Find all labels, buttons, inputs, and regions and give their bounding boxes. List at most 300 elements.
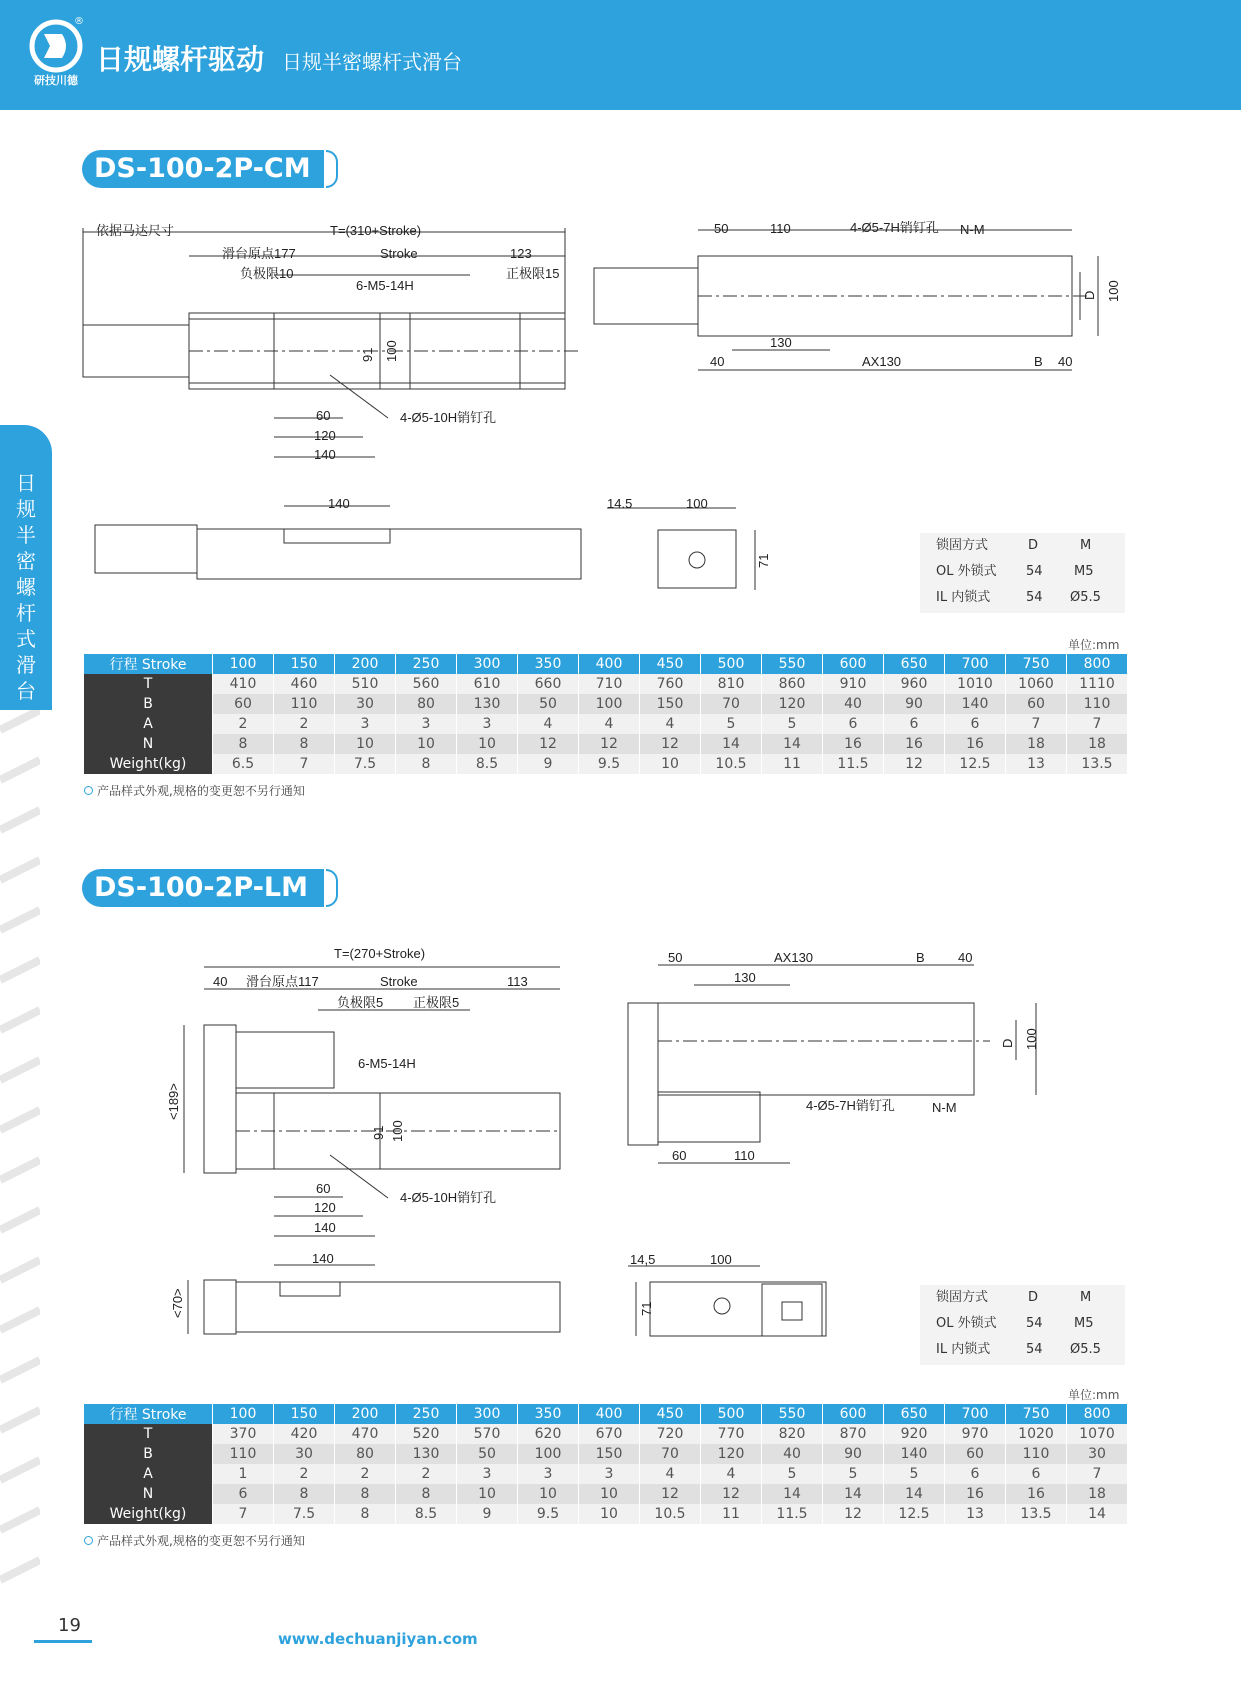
table-row (84, 1484, 1128, 1504)
dim-pin: 4-Ø5-10H销钉孔 (400, 410, 497, 425)
table-cell: 40 (762, 1444, 823, 1464)
table-cell: 16 (945, 734, 1006, 754)
table-cell: 970 (945, 1424, 1006, 1444)
table-cell: 9 (518, 754, 579, 774)
table-cell: 140 (884, 1444, 945, 1464)
table-cell: 7 (213, 1504, 274, 1524)
table-cell: 5 (762, 714, 823, 734)
table-cell: 6 (823, 714, 884, 734)
dim-pos-limit: 正极限15 (506, 266, 560, 281)
table-cell: 12 (701, 1484, 762, 1504)
lock-cell: 54 (1026, 590, 1043, 605)
dim-side-140: 140 (328, 496, 350, 511)
lock-row (920, 1311, 1125, 1337)
table-row-label: N (84, 734, 213, 754)
table-cell: 10.5 (701, 754, 762, 774)
dim-top-40a: 40 (710, 354, 725, 369)
dim-40: 40 (213, 974, 228, 989)
table-cell: 120 (701, 1444, 762, 1464)
table-cell: 4 (640, 1464, 701, 1484)
dim-h100: 100 (384, 340, 399, 362)
footer-website-link[interactable]: www.dechuanjiyan.com (278, 1630, 478, 1648)
lock-cell: IL 内锁式 (936, 1342, 991, 1357)
table-cell: 1070 (1067, 1424, 1128, 1444)
unit-label: 单位:mm (1068, 638, 1120, 652)
table-cell: 5 (762, 1464, 823, 1484)
table-cell: 11 (762, 754, 823, 774)
table-header-cell: 700 (945, 1404, 1006, 1424)
dim-stroke: Stroke (380, 974, 418, 989)
table-header-cell: 150 (274, 654, 335, 674)
table-cell: 30 (1067, 1444, 1128, 1464)
table-cell: 560 (396, 674, 457, 694)
table-cell: 16 (823, 734, 884, 754)
table-header-cell: 550 (762, 654, 823, 674)
table-header-cell: 600 (823, 1404, 884, 1424)
table-header-cell: 350 (518, 1404, 579, 1424)
table-cell: 960 (884, 674, 945, 694)
table-cell: 9 (457, 1504, 518, 1524)
lm-front-view (166, 946, 560, 1236)
table-cell: 670 (579, 1424, 640, 1444)
dim-top-pin: 4-Ø5-7H销钉孔 (806, 1098, 895, 1113)
table-cell: 110 (274, 694, 335, 714)
dim-side-140: 140 (312, 1251, 334, 1266)
lock-header-row (920, 1285, 1125, 1311)
dim-h70: <70> (170, 1288, 185, 1318)
table-cell: 6 (213, 1484, 274, 1504)
table-cell: 570 (457, 1424, 518, 1444)
lock-cell: 54 (1026, 1342, 1043, 1357)
table-header-cell: 300 (457, 654, 518, 674)
dim-screw: 6-M5-14H (358, 1056, 416, 1071)
table-cell: 1 (213, 1464, 274, 1484)
dim-top-d: D (1082, 290, 1097, 300)
table-header-cell: 750 (1006, 1404, 1067, 1424)
table-cell: 4 (518, 714, 579, 734)
table-cell: 16 (1006, 1484, 1067, 1504)
table-cell: 460 (274, 674, 335, 694)
table-header-cell: 250 (396, 1404, 457, 1424)
table-cell: 7.5 (335, 754, 396, 774)
table-cell: 90 (823, 1444, 884, 1464)
table-cell: 11 (701, 1504, 762, 1524)
model-name: DS-100-2P-LM (94, 872, 309, 903)
dim-end-100: 100 (686, 496, 708, 511)
table-cell: 8 (396, 754, 457, 774)
table-cell: 8 (274, 1484, 335, 1504)
table-header-cell: 200 (335, 1404, 396, 1424)
table-header-cell: 200 (335, 654, 396, 674)
table-cell: 12 (823, 1504, 884, 1524)
cm-end-view (607, 496, 771, 590)
table-cell: 5 (701, 714, 762, 734)
table-cell: 1060 (1006, 674, 1067, 694)
table-cell: 12.5 (884, 1504, 945, 1524)
table-header-cell: 750 (1006, 654, 1067, 674)
lock-header-d: D (1028, 538, 1039, 553)
table-cell: 5 (884, 1464, 945, 1484)
table-cell: 4 (701, 1464, 762, 1484)
table-cell: 8 (274, 734, 335, 754)
table-cell: 16 (884, 734, 945, 754)
table-header-cell: 300 (457, 1404, 518, 1424)
table-header-label: 行程 Stroke (84, 654, 213, 674)
table-row-label: A (84, 714, 213, 734)
dim-pos-limit: 正极限5 (413, 995, 460, 1010)
table-cell: 18 (1006, 734, 1067, 754)
table-cell: 130 (457, 694, 518, 714)
table-cell: 14 (762, 1484, 823, 1504)
lock-header-method: 锁固方式 (936, 538, 989, 553)
table-row-label: T (84, 674, 213, 694)
lm-side-view (170, 1251, 560, 1334)
table-cell: 710 (579, 674, 640, 694)
dim-total: T=(270+Stroke) (334, 946, 426, 961)
table-cell: 2 (213, 714, 274, 734)
table-cell: 60 (945, 1444, 1006, 1464)
table-cell: 110 (1006, 1444, 1067, 1464)
lock-header-m: M (1080, 1290, 1092, 1305)
side-category-label: 日规半密螺杆式滑台 (16, 471, 36, 703)
dim-top-b: B (1034, 354, 1043, 369)
table-cell: 13 (945, 1504, 1006, 1524)
dim-end-71: 71 (639, 1301, 654, 1316)
table-cell: 620 (518, 1424, 579, 1444)
dim-origin: 滑台原点177 (222, 246, 296, 261)
table-row-label: A (84, 1464, 213, 1484)
table-cell: 110 (1067, 694, 1128, 714)
table-cell: 8 (213, 734, 274, 754)
dim-top-pin: 4-Ø5-7H销钉孔 (850, 220, 939, 235)
table-row (84, 714, 1128, 734)
table-header-cell: 400 (579, 1404, 640, 1424)
table-cell: 770 (701, 1424, 762, 1444)
table-cell: 6 (945, 714, 1006, 734)
table-cell: 5 (823, 1464, 884, 1484)
table-cell: 6.5 (213, 754, 274, 774)
table-row (84, 734, 1128, 754)
table-cell: 12.5 (945, 754, 1006, 774)
table-row-label: N (84, 1484, 213, 1504)
lock-row (920, 1337, 1125, 1363)
table-cell: 140 (945, 694, 1006, 714)
spec-table-body (84, 654, 1128, 774)
table-cell: 520 (396, 1424, 457, 1444)
dim-120: 120 (314, 1200, 336, 1215)
lock-cell: OL 外锁式 (936, 564, 997, 579)
page-subtitle: 日规半密螺杆式滑台 (282, 50, 462, 74)
table-cell: 11.5 (823, 754, 884, 774)
table-cell: 8.5 (457, 754, 518, 774)
table-header-cell: 450 (640, 1404, 701, 1424)
dim-pin: 4-Ø5-10H销钉孔 (400, 1190, 497, 1205)
dim-end-14-5: 14,5 (630, 1252, 656, 1267)
dim-total: T=(310+Stroke) (330, 223, 422, 238)
lock-row (920, 559, 1125, 585)
table-cell: 12 (640, 1484, 701, 1504)
table-cell: 1110 (1067, 674, 1128, 694)
table-row (84, 694, 1128, 714)
table-cell: 720 (640, 1424, 701, 1444)
table-cell: 7 (1067, 714, 1128, 734)
table-header-cell: 450 (640, 654, 701, 674)
lock-cell: 54 (1026, 1316, 1043, 1331)
table-header-cell: 700 (945, 654, 1006, 674)
dim-top-nm: N-M (932, 1100, 957, 1115)
dim-top-100: 100 (1024, 1028, 1039, 1050)
dim-top-110: 110 (734, 1148, 755, 1163)
table-cell: 10 (457, 1484, 518, 1504)
dim-120: 120 (314, 428, 336, 443)
dim-top-50: 50 (668, 950, 683, 965)
table-cell: 14 (762, 734, 823, 754)
dim-end-71: 71 (756, 553, 771, 568)
table-cell: 100 (518, 1444, 579, 1464)
table-cell: 660 (518, 674, 579, 694)
table-cell: 7 (1067, 1464, 1128, 1484)
dim-end-14-5: 14.5 (607, 496, 633, 511)
table-cell: 2 (396, 1464, 457, 1484)
table-row (84, 1444, 1128, 1464)
table-cell: 9.5 (518, 1504, 579, 1524)
table-cell: 150 (579, 1444, 640, 1464)
table-cell: 8 (396, 1484, 457, 1504)
lock-table-cm (920, 533, 1125, 613)
dim-140: 140 (314, 447, 336, 462)
table-cell: 12 (884, 754, 945, 774)
table-row-label: B (84, 1444, 213, 1464)
table-cell: 50 (457, 1444, 518, 1464)
table-cell: 470 (335, 1424, 396, 1444)
table-header-cell: 150 (274, 1404, 335, 1424)
logo-text: 研技川德 (34, 74, 78, 87)
table-cell: 920 (884, 1424, 945, 1444)
table-cell: 870 (823, 1424, 884, 1444)
table-cell: 10 (518, 1484, 579, 1504)
table-header-cell: 100 (213, 654, 274, 674)
table-header-row (84, 1404, 1128, 1424)
lock-cell: M5 (1074, 1316, 1094, 1331)
table-header-cell: 600 (823, 654, 884, 674)
dim-h100: 100 (390, 1120, 405, 1142)
table-cell: 12 (579, 734, 640, 754)
dim-stroke: Stroke (380, 246, 418, 261)
table-cell: 8 (335, 1504, 396, 1524)
table-cell: 7 (274, 754, 335, 774)
table-cell: 3 (457, 714, 518, 734)
table-cell: 820 (762, 1424, 823, 1444)
dim-top-60: 60 (672, 1148, 687, 1163)
disclaimer-note: 产品样式外观,规格的变更恕不另行通知 (84, 782, 305, 799)
table-cell: 110 (213, 1444, 274, 1464)
lock-cell: M5 (1074, 564, 1094, 579)
spec-table-cm (84, 654, 1128, 774)
table-cell: 4 (640, 714, 701, 734)
table-cell: 60 (1006, 694, 1067, 714)
table-cell: 11.5 (762, 1504, 823, 1524)
table-cell: 760 (640, 674, 701, 694)
table-cell: 7.5 (274, 1504, 335, 1524)
lock-cell: IL 内锁式 (936, 590, 991, 605)
lock-header-method: 锁固方式 (936, 1290, 989, 1305)
dim-top-d: D (1000, 1038, 1015, 1048)
table-cell: 40 (823, 694, 884, 714)
table-header-cell: 550 (762, 1404, 823, 1424)
table-cell: 14 (701, 734, 762, 754)
lock-cell: OL 外锁式 (936, 1316, 997, 1331)
table-cell: 2 (274, 714, 335, 734)
table-header-cell: 400 (579, 654, 640, 674)
lock-header-m: M (1080, 538, 1092, 553)
dim-top-40b: 40 (1058, 354, 1073, 369)
disclaimer-note: 产品样式外观,规格的变更恕不另行通知 (84, 1532, 305, 1549)
table-cell: 2 (274, 1464, 335, 1484)
table-row-label: Weight(kg) (84, 1504, 213, 1524)
table-cell: 3 (457, 1464, 518, 1484)
table-header-cell: 100 (213, 1404, 274, 1424)
table-cell: 16 (945, 1484, 1006, 1504)
table-cell: 150 (640, 694, 701, 714)
cm-front-view (83, 223, 580, 462)
dim-neg-limit: 负极限10 (240, 266, 294, 281)
table-cell: 4 (579, 714, 640, 734)
dim-top-100: 100 (1106, 280, 1121, 302)
table-cell: 410 (213, 674, 274, 694)
cm-side-view (95, 496, 581, 579)
table-cell: 6 (945, 1464, 1006, 1484)
page-number: 19 (58, 1615, 81, 1636)
dim-h91: 91 (371, 1125, 386, 1140)
table-cell: 70 (640, 1444, 701, 1464)
dim-end: 123 (510, 246, 532, 261)
table-cell: 50 (518, 694, 579, 714)
table-cell: 860 (762, 674, 823, 694)
table-cell: 13 (1006, 754, 1067, 774)
spec-table-body (84, 1404, 1128, 1524)
table-cell: 80 (396, 694, 457, 714)
spec-table-lm (84, 1404, 1128, 1524)
lock-cell: 54 (1026, 564, 1043, 579)
dim-end-100: 100 (710, 1252, 732, 1267)
table-header-cell: 250 (396, 654, 457, 674)
table-cell: 2 (335, 1464, 396, 1484)
table-cell: 6 (884, 714, 945, 734)
table-cell: 13.5 (1067, 754, 1128, 774)
table-cell: 10 (579, 1504, 640, 1524)
table-header-cell: 500 (701, 654, 762, 674)
table-cell: 9.5 (579, 754, 640, 774)
table-cell: 810 (701, 674, 762, 694)
table-cell: 80 (335, 1444, 396, 1464)
dim-screw: 6-M5-14H (356, 278, 414, 293)
table-cell: 120 (762, 694, 823, 714)
dim-end: 113 (507, 974, 528, 989)
table-row (84, 1464, 1128, 1484)
table-cell: 1020 (1006, 1424, 1067, 1444)
unit-label: 单位:mm (1068, 1388, 1120, 1402)
dim-top-40: 40 (958, 950, 973, 965)
lock-header-d: D (1028, 1290, 1039, 1305)
table-cell: 30 (274, 1444, 335, 1464)
table-cell: 10 (457, 734, 518, 754)
dim-top-b: B (916, 950, 925, 965)
table-cell: 1010 (945, 674, 1006, 694)
table-cell: 18 (1067, 1484, 1128, 1504)
lock-table-lm (920, 1285, 1125, 1365)
table-header-cell: 800 (1067, 1404, 1128, 1424)
table-cell: 3 (518, 1464, 579, 1484)
table-cell: 14 (823, 1484, 884, 1504)
table-cell: 10 (396, 734, 457, 754)
table-cell: 910 (823, 674, 884, 694)
table-cell: 13.5 (1006, 1504, 1067, 1524)
table-header-label: 行程 Stroke (84, 1404, 213, 1424)
table-cell: 10 (579, 1484, 640, 1504)
dim-60: 60 (316, 1181, 331, 1196)
lock-cell: Ø5.5 (1070, 590, 1101, 605)
table-header-cell: 650 (884, 654, 945, 674)
dim-neg-limit: 负极限5 (337, 995, 384, 1010)
table-row-label: T (84, 1424, 213, 1444)
table-cell: 7 (1006, 714, 1067, 734)
table-cell: 100 (579, 694, 640, 714)
dim-top-ax: AX130 (862, 354, 902, 369)
table-header-cell: 650 (884, 1404, 945, 1424)
table-cell: 370 (213, 1424, 274, 1444)
table-cell: 610 (457, 674, 518, 694)
lm-top-view (628, 950, 1039, 1163)
page-title: 日规螺杆驱动 (96, 43, 265, 76)
cm-top-view (594, 220, 1121, 370)
table-cell: 14 (1067, 1504, 1128, 1524)
dim-140: 140 (314, 1220, 336, 1235)
table-cell: 18 (1067, 734, 1128, 754)
table-row (84, 674, 1128, 694)
table-cell: 10 (640, 754, 701, 774)
registered-mark: ® (74, 16, 84, 27)
table-cell: 3 (396, 714, 457, 734)
table-header-row (84, 654, 1128, 674)
dim-top-130: 130 (734, 970, 756, 985)
table-cell: 6 (1006, 1464, 1067, 1484)
dim-top-130: 130 (770, 335, 792, 350)
table-header-cell: 500 (701, 1404, 762, 1424)
dim-h91: 91 (360, 347, 375, 362)
table-cell: 60 (213, 694, 274, 714)
dim-h189: <189> (166, 1083, 181, 1120)
table-cell: 10.5 (640, 1504, 701, 1524)
table-header-cell: 350 (518, 654, 579, 674)
dim-top-ax: AX130 (774, 950, 814, 965)
table-cell: 130 (396, 1444, 457, 1464)
lock-cell: Ø5.5 (1070, 1342, 1101, 1357)
table-cell: 420 (274, 1424, 335, 1444)
dim-motor-ref: 依据马达尺寸 (96, 223, 175, 238)
table-row (84, 754, 1128, 774)
lock-row (920, 585, 1125, 611)
dim-60: 60 (316, 408, 331, 423)
table-row (84, 1504, 1128, 1524)
table-cell: 12 (640, 734, 701, 754)
table-cell: 90 (884, 694, 945, 714)
table-cell: 8.5 (396, 1504, 457, 1524)
table-cell: 12 (518, 734, 579, 754)
table-cell: 70 (701, 694, 762, 714)
table-cell: 510 (335, 674, 396, 694)
table-cell: 3 (335, 714, 396, 734)
table-row (84, 1424, 1128, 1444)
